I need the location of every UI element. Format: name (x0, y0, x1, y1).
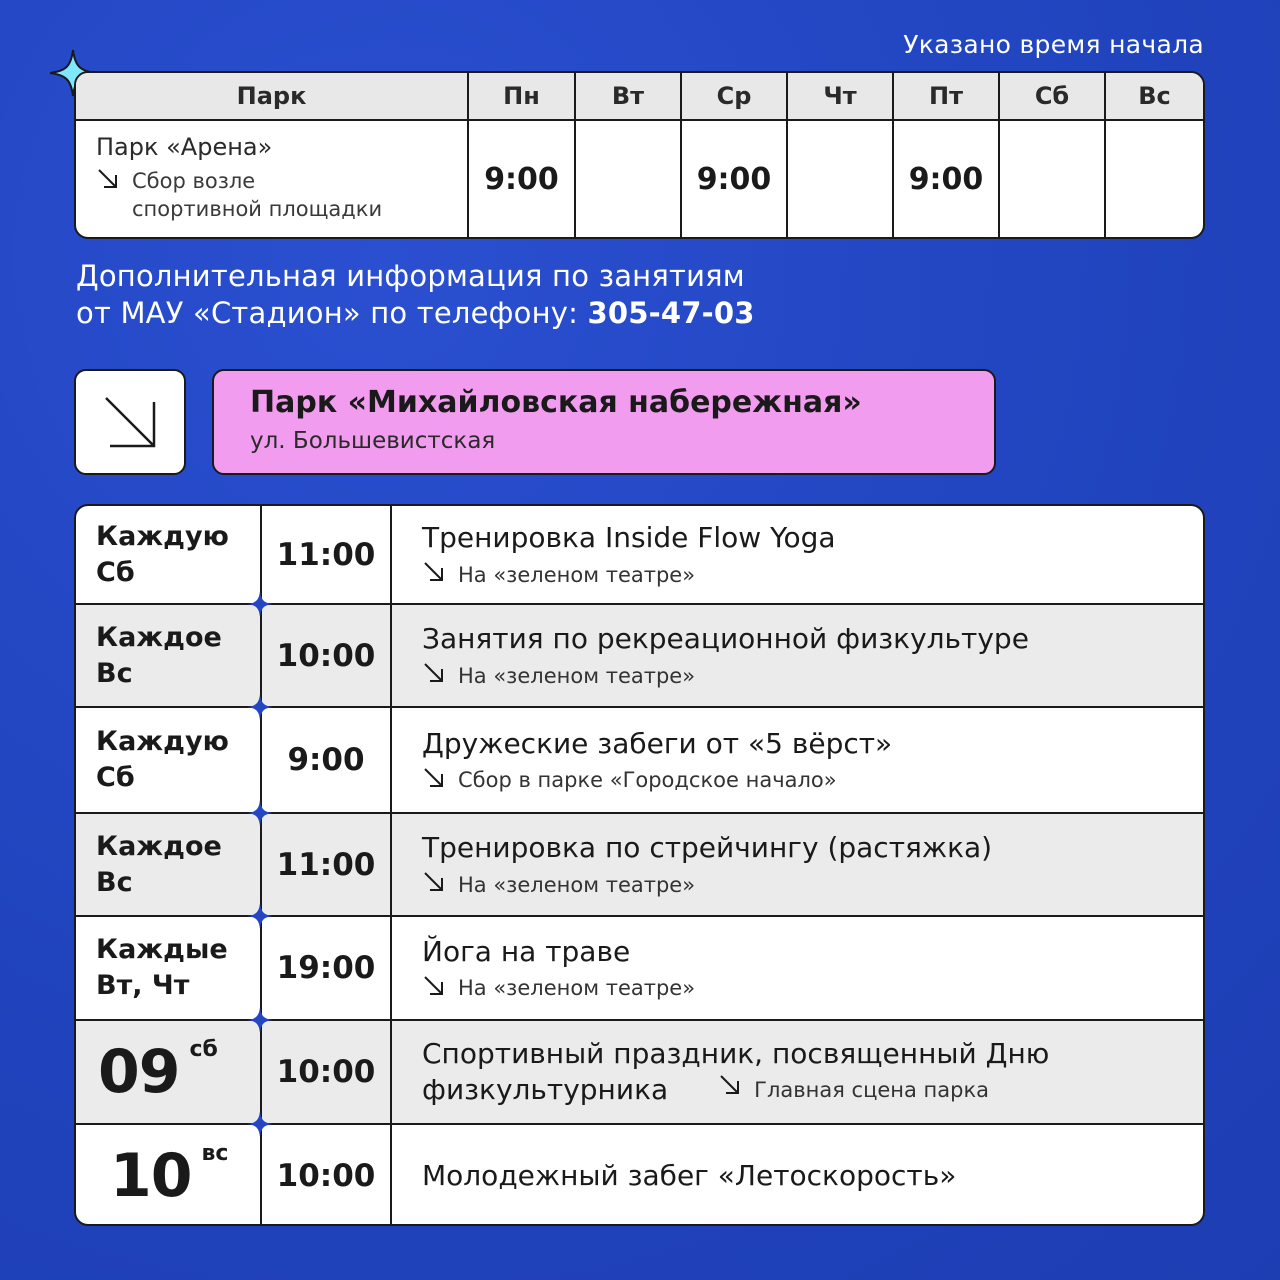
header-mon: Пн (503, 82, 540, 110)
header-wed: Ср (716, 82, 752, 110)
sparkle-icon (247, 1007, 273, 1033)
event-time: 11:00 (262, 506, 392, 603)
table-row (76, 605, 1203, 708)
event-location: На «зеленом театре» (458, 872, 696, 897)
day-label: Сб (96, 556, 135, 588)
info-line2: от МАУ «Стадион» по телефону: (76, 296, 579, 330)
table-row (76, 708, 1203, 814)
event-location: На «зеленом театре» (458, 663, 696, 688)
table-row (76, 814, 1203, 917)
event-title-cont: физкультурника (422, 1073, 669, 1106)
start-time-note: Указано время начала (903, 30, 1204, 59)
event-time: 9:00 (262, 708, 392, 812)
header-tue: Вт (611, 82, 645, 110)
header-thu: Чт (823, 82, 857, 110)
event-title: Занятия по рекреационной физкультуре (422, 622, 1029, 655)
day-label: Вс (96, 866, 133, 898)
table-row (76, 506, 1203, 605)
time-tue (576, 119, 680, 239)
schedule-table (74, 504, 1205, 1226)
event-date: 10 (110, 1140, 192, 1211)
event-weekday: сб (189, 1037, 218, 1062)
time-sun (1106, 119, 1203, 239)
park-name: Парк «Арена» (96, 133, 273, 161)
event-time: 10:00 (262, 605, 392, 706)
park-meeting-point (96, 167, 382, 223)
arrow-down-right-icon (422, 560, 448, 589)
day-label: Каждую (96, 726, 229, 757)
time-wed: 9:00 (696, 161, 772, 197)
time-sat (1000, 119, 1104, 239)
event-title: Дружеские забеги от «5 вёрст» (422, 726, 893, 760)
sparkle-icon (247, 1111, 273, 1137)
arena-park-info (96, 133, 382, 223)
event-time: 10:00 (262, 1125, 392, 1226)
time-fri: 9:00 (908, 161, 984, 197)
park-header (212, 369, 996, 475)
meeting-point-line2: спортивной площадки (132, 197, 383, 221)
event-title: Тренировка по стрейчингу (растяжка) (422, 831, 993, 864)
event-time: 19:00 (262, 917, 392, 1019)
header-fri: Пт (929, 82, 963, 110)
info-line1: Дополнительная информация по занятиям (76, 259, 745, 293)
event-location: На «зеленом театре» (458, 976, 696, 1000)
arrow-down-right-icon (422, 870, 448, 899)
event-weekday: вс (201, 1140, 229, 1166)
event-time: 10:00 (262, 1021, 392, 1123)
arrow-down-right-icon (718, 1072, 744, 1108)
meeting-point-line1: Сбор возле (132, 169, 256, 193)
event-title: Молодежный забег «Летоскорость» (422, 1158, 957, 1192)
arrow-box (74, 369, 186, 475)
event-location: Главная сцена парка (754, 1078, 990, 1102)
phone-number[interactable]: 305-47-03 (587, 296, 755, 330)
arena-schedule-table (74, 71, 1205, 239)
arrow-down-right-icon (100, 392, 160, 452)
park-title: Парк «Михайловская набережная» (250, 385, 862, 420)
day-label: Сб (96, 762, 135, 793)
header-park: Парк (236, 82, 307, 110)
day-label: Каждые (96, 934, 228, 965)
event-title: Спортивный праздник, посвященный Дню (422, 1037, 1050, 1070)
additional-info (76, 258, 755, 332)
header-sat: Сб (1034, 82, 1070, 110)
arrow-down-right-icon (422, 974, 448, 1003)
arrow-down-right-icon (422, 766, 448, 795)
day-label: Вс (96, 657, 133, 689)
day-label: Каждое (96, 830, 222, 862)
time-mon: 9:00 (484, 161, 559, 197)
event-date: 09 (98, 1037, 180, 1107)
park-address: ул. Большевистская (250, 428, 496, 454)
table-row (76, 1125, 1203, 1226)
event-title: Тренировка Inside Flow Yoga (422, 521, 836, 554)
arrow-down-right-icon (422, 661, 448, 690)
day-label: Каждое (96, 621, 222, 653)
table-row (76, 917, 1203, 1021)
sparkle-icon (247, 903, 273, 929)
day-label: Каждую (96, 520, 229, 552)
event-location: Сбор в парке «Городское начало» (458, 768, 837, 792)
event-title: Йога на траве (422, 934, 631, 968)
day-label: Вт, Чт (96, 970, 190, 1001)
event-location: На «зеленом театре» (458, 562, 696, 587)
table-row (76, 1021, 1203, 1125)
header-sun: Вс (1138, 82, 1171, 110)
sparkle-icon (247, 800, 273, 826)
time-thu (788, 119, 892, 239)
arrow-down-right-icon (96, 167, 122, 223)
sparkle-icon (247, 591, 273, 617)
event-time: 11:00 (262, 814, 392, 915)
sparkle-icon (247, 694, 273, 720)
